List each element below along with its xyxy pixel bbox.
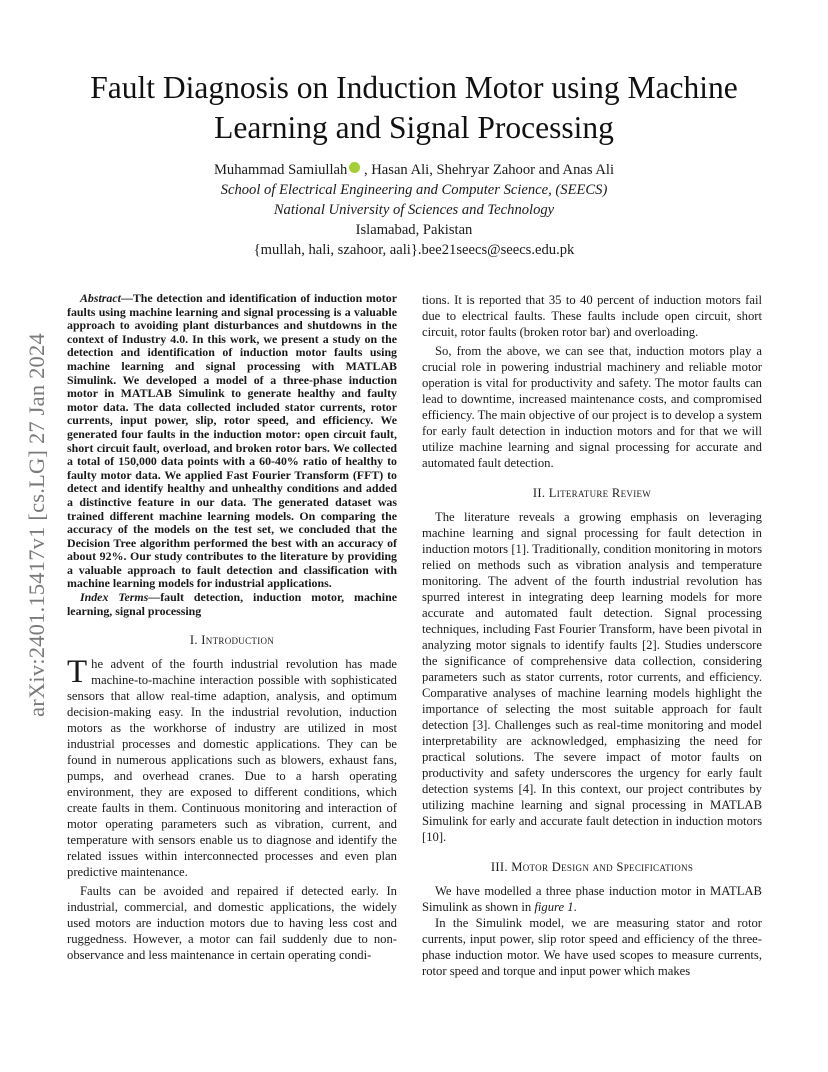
abstract-label: Abstract: [80, 291, 121, 305]
author-block: [40, 160, 788, 260]
motor-paragraph-1-text: We have modelled a three phase induction motor in MATLAB Simulink as shown in: [422, 884, 762, 914]
right-paragraph-1: tions. It is reported that 35 to 40 percent of induction motors fail due to electrical faults. These faults include open circuit, short circuit, rotor faults (broken rotor bar) and overloading.: [422, 293, 762, 339]
affiliation-university: National University of Sciences and Technology: [273, 202, 555, 218]
intro-paragraph-1: [67, 656, 397, 880]
arxiv-stamp: [22, 290, 52, 760]
other-authors: , Hasan Ali, Shehryar Zahoor and Anas Ali: [360, 162, 615, 178]
first-author: Muhammad Samiullah: [213, 162, 348, 178]
motor-paragraph-1-end: .: [573, 900, 577, 914]
affiliation-school: School of Electrical Engineering and Computer Science, (SEECS): [220, 182, 608, 198]
figure-reference: figure 1: [534, 900, 574, 914]
section-number: I.: [189, 633, 198, 648]
left-column: [67, 292, 397, 963]
author-emails: {mullah, hali, szahoor, aali}.bee21seecs@seecs.edu.pk: [253, 242, 575, 258]
author-names: [40, 160, 788, 180]
motor-paragraph-1: [422, 883, 762, 915]
intro-paragraph-2: Faults can be avoided and repaired if detected early. In industrial, commercial, and domestic applications, the widely used motors are induction motors due to having less cost and ruggedness. However, a motor can fail suddenly due to non-observance and less maintenance in certain operating condi-: [67, 884, 397, 963]
affiliation-city: Islamabad, Pakistan: [355, 222, 473, 238]
paper-title: Fault Diagnosis on Induction Motor using Machine Learning and Signal Processing: [90, 70, 738, 145]
motor-paragraph-2: In the Simulink model, we are measuring stator and rotor currents, input power, slip rotor speed and efficiency of the three-phase induction motor. We have used scopes to measure currents, rotor speed and torque and input power which makes: [422, 916, 762, 978]
section-title: Literature Review: [548, 486, 652, 500]
section-heading-introduction: [67, 632, 397, 648]
section-title: Motor Design and Specifications: [511, 860, 694, 874]
right-column: [422, 292, 762, 979]
section-heading-motor-design: [422, 859, 762, 875]
section-heading-literature-review: [422, 485, 762, 501]
index-terms: [67, 591, 397, 618]
orcid-icon[interactable]: [349, 162, 360, 173]
section-title: Introduction: [201, 633, 275, 648]
right-paragraph-2: So, from the above, we can see that, induction motors play a crucial role in powering industrial machinery and reliable motor operation is vital for productivity and safety. The motor faults can lead to downtime, increased maintenance costs, and compromised efficiency. The main objective of our project is to develop a system for early fault detection in induction motors and for that we will utilize machine learning and signal processing for accurate and automated fault detection.: [422, 344, 762, 470]
intro-paragraph-1-text: he advent of the fourth industrial revolution has made machine-to-machine interaction possible with sophisticated sensors that allow real-time adaption, analysis, and optimum decision-making easy. In the industrial revolution, induction motors as the workhorse of industry are utilized in most industrial processes and domestic applications. They can be found in numerous applications such as blowers, exhaust fans, pumps, and overhead cranes. Due to a harsh operating environment, they are exposed to different conditions, which create faults in them. Continuous monitoring and interaction of motor operating parameters such as vibration, current, and temperature with sensors enable us to diagnose and identify the related issues within interconnected processes and even plan predictive maintenance.: [67, 657, 397, 880]
drop-cap: T: [67, 654, 88, 691]
section-number: II.: [532, 486, 546, 500]
index-terms-text: —fault detection, induction motor, machine learning, signal processing: [67, 590, 397, 618]
section-number: III.: [490, 860, 508, 874]
arxiv-stamp-text: arXiv:2401.15417v1 [cs.LG] 27 Jan 2024: [24, 333, 49, 717]
literature-paragraph: The literature reveals a growing emphasis on leveraging machine learning and signal processing for fault detection in induction motors [1]. Traditionally, condition monitoring in motors relied on methods such as vibration analysis and temperature monitoring. The advent of the fourth industrial revolution has spurred interest in integrating deep learning models for more accurate and automated fault detection. Signal processing techniques, including Fast Fourier Transform, have been pivotal in analyzing motor signals to identify faults [2]. Studies underscore the significance of comprehensive data collection, considering parameters such as stator currents, rotor currents, and efficiency. Comparative analyses of machine learning models highlight the importance of selecting the most suitable approach for fault detection [3]. Challenges such as real-time monitoring and model interpretability are acknowledged, emphasizing the need for practical solutions. The severe impact of motor faults on productivity and safety underscores the urgency for early fault detection systems [4]. In this context, our project contributes by utilizing machine learning and signal processing in MATLAB Simulink for early and accurate fault detection in induction motors [10].: [422, 510, 762, 844]
abstract-text: —The detection and identification of induction motor faults using machine learning and signal processing is a valuable approach to avoiding plant disturbances and shutdowns in the context of Industry 4.0. In this work, we present a study on the detection and identification of induction motor faults using machine learning and signal processing with MATLAB Simulink. We developed a model of a three-phase induction motor in MATLAB Simulink to generate healthy and faulty motor data. The data collected included stator currents, rotor currents, input power, slip, rotor speed, and efficiency. We generated four faults in the induction motor: open circuit fault, short circuit fault, overload, and broken rotor bars. We collected a total of 150,000 data points with a 60-40% ratio of healthy to faulty motor data. We applied Fast Fourier Transform (FFT) to detect and identify healthy and unhealthy conditions and added a distinctive feature in our data. The generated dataset was trained different machine learning models. On comparing the accuracy of the models on the test set, we concluded that the Decision Tree algorithm performed the best with an accuracy of about 92%. Our study contributes to the literature by providing a valuable approach to fault detection and classification with machine learning models for industrial applications.: [67, 291, 397, 591]
index-terms-label: Index Terms: [80, 590, 149, 605]
abstract: [67, 292, 397, 591]
